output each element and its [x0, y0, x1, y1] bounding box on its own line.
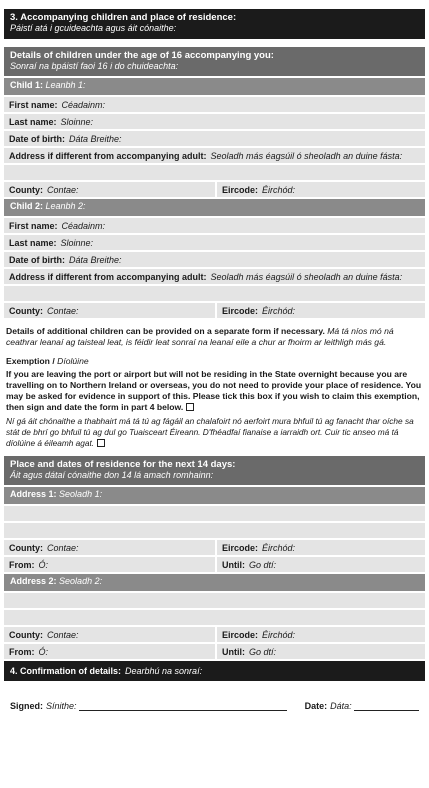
dob-label-ga: Dáta Breithe:	[69, 133, 122, 144]
last-name-label: Last name:	[9, 116, 57, 127]
children-title: Details of children under the age of 16 accompanying you:	[10, 50, 274, 61]
address1-eircode-field[interactable]	[217, 540, 425, 555]
address1-line-2[interactable]	[4, 523, 425, 540]
first-name-label-ga: Céadainm:	[61, 220, 106, 231]
address2-from-until	[4, 644, 425, 661]
exemption-title: Exemption /	[6, 356, 55, 366]
from-label: From:	[9, 559, 35, 570]
child1-county-eircode	[4, 182, 425, 199]
eircode-label-ga: Éirchód:	[262, 305, 296, 316]
until-label: Until:	[222, 646, 245, 657]
child1-last-name-field[interactable]	[4, 114, 425, 131]
child1-label-ga: Leanbh 1:	[45, 80, 86, 90]
section4-title-ga: Dearbhú na sonraí:	[125, 666, 203, 676]
address2-label-ga: Seoladh 2:	[59, 576, 103, 586]
address1-county-eircode	[4, 540, 425, 557]
children-subtitle: Sonraí na bpáistí faoi 16 i do chuideachta:	[10, 61, 179, 71]
last-name-label-ga: Sloinne:	[60, 116, 94, 127]
signed-label: Signed:	[10, 701, 43, 711]
dob-label: Date of birth:	[9, 254, 65, 265]
child2-address-field[interactable]	[4, 269, 425, 286]
child2-address-line[interactable]	[4, 286, 425, 303]
section4-header	[4, 661, 425, 681]
address1-label-ga: Seoladh 1:	[59, 489, 103, 499]
exemption-text-irish	[4, 416, 425, 449]
county-label: County:	[9, 629, 43, 640]
eircode-label-ga: Éirchód:	[262, 629, 296, 640]
address1-county-field[interactable]	[4, 540, 217, 555]
residence-header	[4, 456, 425, 485]
county-label: County:	[9, 542, 43, 553]
dob-label: Date of birth:	[9, 133, 65, 144]
address1-from-until	[4, 557, 425, 574]
section4-title: 4. Confirmation of details:	[10, 666, 122, 676]
child2-label-ga: Leanbh 2:	[45, 201, 86, 211]
from-label-ga: Ó:	[38, 646, 49, 657]
address-diff-label-ga: Seoladh más éagsúil ó sheoladh an duine fásta:	[210, 150, 403, 161]
address-diff-label: Address if different from accompanying adult:	[9, 150, 207, 161]
first-name-label: First name:	[9, 99, 58, 110]
first-name-label-ga: Céadainm:	[61, 99, 106, 110]
address2-line-1[interactable]	[4, 593, 425, 610]
address1-until-field[interactable]	[217, 557, 425, 572]
address2-header	[4, 574, 425, 591]
eircode-label: Eircode:	[222, 629, 259, 640]
county-label-ga: Contae:	[47, 305, 79, 316]
address2-eircode-field[interactable]	[217, 627, 425, 642]
eircode-label-ga: Éirchód:	[262, 184, 296, 195]
address2-from-field[interactable]	[4, 644, 217, 659]
additional-note-en: Details of additional children can be provided on a separate form if necessary.	[6, 326, 325, 336]
child1-address-line[interactable]	[4, 165, 425, 182]
address2-line-2[interactable]	[4, 610, 425, 627]
exemption-heading	[4, 356, 425, 367]
address-diff-label: Address if different from accompanying adult:	[9, 271, 207, 282]
child2-first-name-field[interactable]	[4, 218, 425, 235]
exemption-checkbox-ga[interactable]	[97, 439, 105, 447]
child2-eircode-field[interactable]	[217, 303, 425, 318]
eircode-label: Eircode:	[222, 542, 259, 553]
exemption-title-ga: Díolúine	[57, 356, 89, 366]
child2-last-name-field[interactable]	[4, 235, 425, 252]
child2-dob-field[interactable]	[4, 252, 425, 269]
child1-address-field[interactable]	[4, 148, 425, 165]
children-header	[4, 47, 425, 76]
until-label-ga: Go dtí:	[249, 646, 277, 657]
signed-label-ga: Sínithe:	[46, 701, 77, 711]
exemption-text-en: If you are leaving the port or airport but will not be residing in the State overnight because you are travelling on to Northern Ireland or overseas, you do not need to provide your place of residence. You may be asked for evidence in support of this. Please tick this box if you wish to claim this exemption, then sign and date the form in part 4 below.	[6, 369, 422, 412]
child1-eircode-field[interactable]	[217, 182, 425, 197]
until-label-ga: Go dtí:	[249, 559, 277, 570]
address2-county-field[interactable]	[4, 627, 217, 642]
section3-title: 3. Accompanying children and place of residence:	[10, 12, 237, 23]
child2-county-eircode	[4, 303, 425, 320]
address2-label: Address 2:	[10, 576, 57, 586]
address-diff-label-ga: Seoladh más éagsúil ó sheoladh an duine fásta:	[210, 271, 403, 282]
section3-header	[4, 9, 425, 39]
signature-row	[4, 697, 425, 711]
child1-label: Child 1:	[10, 80, 43, 90]
additional-children-note	[4, 326, 425, 348]
last-name-label-ga: Sloinne:	[60, 237, 94, 248]
child2-header	[4, 199, 425, 216]
county-label-ga: Contae:	[47, 629, 79, 640]
address1-from-field[interactable]	[4, 557, 217, 572]
from-label: From:	[9, 646, 35, 657]
county-label-ga: Contae:	[47, 184, 79, 195]
child1-header	[4, 78, 425, 95]
address2-until-field[interactable]	[217, 644, 425, 659]
child2-label: Child 2:	[10, 201, 43, 211]
address2-county-eircode	[4, 627, 425, 644]
address1-header	[4, 487, 425, 504]
first-name-label: First name:	[9, 220, 58, 231]
child2-county-field[interactable]	[4, 303, 217, 318]
eircode-label: Eircode:	[222, 184, 259, 195]
dob-label-ga: Dáta Breithe:	[69, 254, 122, 265]
child1-dob-field[interactable]	[4, 131, 425, 148]
exemption-text	[4, 369, 425, 413]
residence-subtitle: Áit agus dátaí cónaithe don 14 lá amach romhainn:	[10, 470, 214, 480]
additional-note-ga: Má tá níos mó ná ceathrar leanaí ag taisteal leat, is féidir leat sonraí na leanaí eile a chur ar fhoirm ar leithligh más gá.	[6, 326, 394, 347]
county-label: County:	[9, 305, 43, 316]
last-name-label: Last name:	[9, 237, 57, 248]
residence-title: Place and dates of residence for the next 14 days:	[10, 459, 236, 470]
exemption-checkbox-en[interactable]	[186, 403, 194, 411]
address1-label: Address 1:	[10, 489, 57, 499]
signature-line[interactable]	[79, 701, 287, 711]
county-label: County:	[9, 184, 43, 195]
from-label-ga: Ó:	[38, 559, 49, 570]
child1-first-name-field[interactable]	[4, 97, 425, 114]
date-label-ga: Dáta:	[330, 701, 352, 711]
child1-county-field[interactable]	[4, 182, 217, 197]
eircode-label-ga: Éirchód:	[262, 542, 296, 553]
eircode-label: Eircode:	[222, 305, 259, 316]
until-label: Until:	[222, 559, 245, 570]
section3-subtitle: Páistí atá i gcuideachta agus áit cónaithe:	[10, 23, 177, 33]
date-line[interactable]	[354, 701, 419, 711]
date-label: Date:	[304, 701, 328, 711]
exemption-text-ga: Ní gá áit chónaithe a thabhairt má tá tú ag fágáil an chalafoirt nó aerfoirt mura bhfuil tú ag fanacht thar oíche sa stát de bhrí go bhfuil tú ag dul go Tuaisceart Éireann. D'fhéadfaí fianaise a iarraidh ort. Cuir tic anseo má tá díolúine á éileamh agat.	[6, 416, 414, 448]
county-label-ga: Contae:	[47, 542, 79, 553]
address1-line-1[interactable]	[4, 506, 425, 523]
